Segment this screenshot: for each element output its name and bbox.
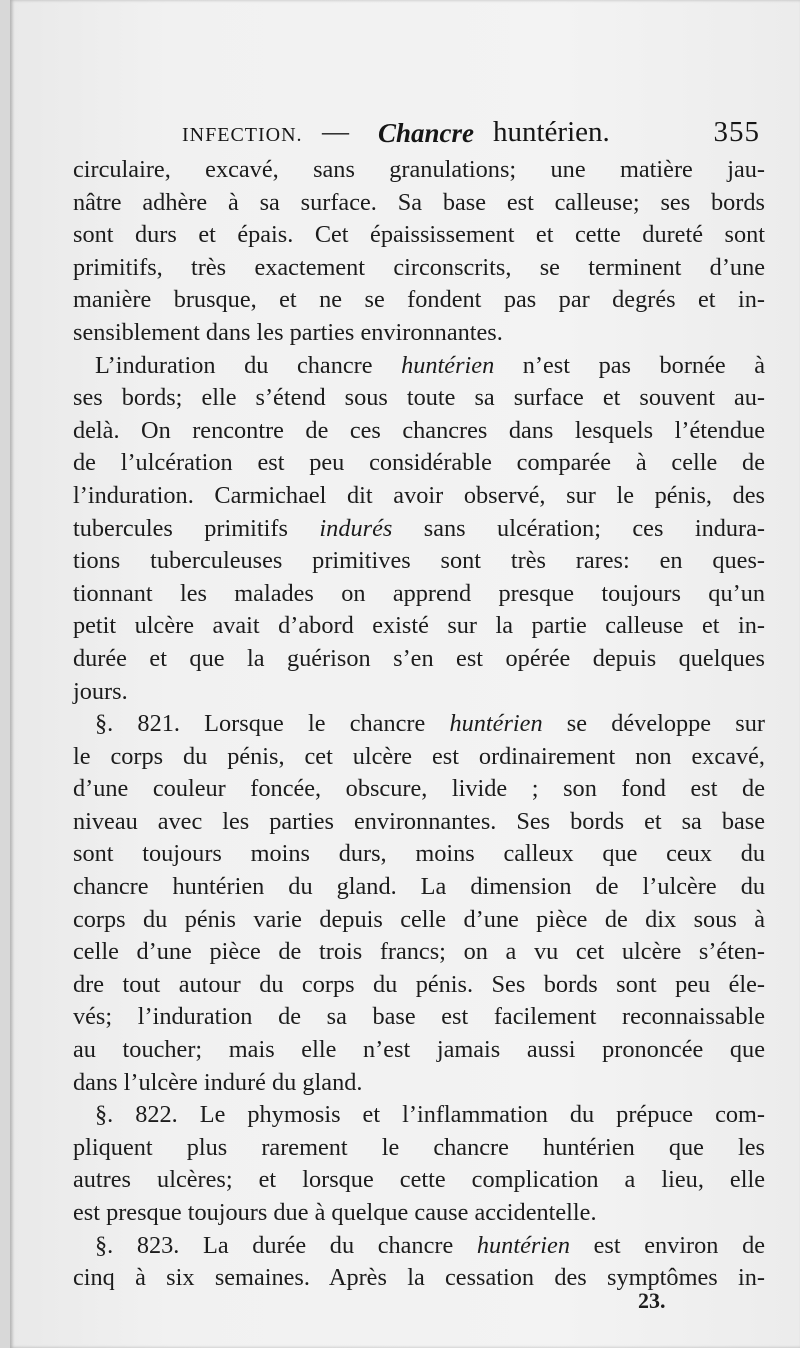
text-line xyxy=(73,708,765,741)
page-number: 355 xyxy=(713,116,760,148)
text-line: sensiblement dans les parties environnantes. xyxy=(73,318,503,346)
header-title-rest: huntérien. xyxy=(493,116,610,148)
text-line: dre tout autour du corps du pénis. Ses bords sont peu éle- xyxy=(73,970,765,998)
text-run: se développe sur xyxy=(542,710,765,738)
book-page xyxy=(10,0,800,1348)
text-line: sont durs et épais. Cet épaississement et cette dureté sont xyxy=(73,221,765,249)
text-line: jours. xyxy=(73,677,128,705)
text-run: tubercules primitifs xyxy=(73,514,320,542)
body-text xyxy=(73,154,765,1295)
binding-margin xyxy=(38,0,48,115)
text-line: au toucher; mais elle n’est jamais aussi prononcée que xyxy=(73,1036,765,1064)
text-line xyxy=(73,350,765,383)
italic-word: indurés xyxy=(319,514,393,542)
text-line: le corps du pénis, cet ulcère est ordinairement non excavé, xyxy=(73,742,765,770)
text-line: petit ulcère avait d’abord existé sur la partie calleuse et in- xyxy=(73,612,765,640)
text-run: L’induration du chancre xyxy=(95,351,402,379)
text-line: ses bords; elle s’étend sous toute sa surface et souvent au- xyxy=(73,384,765,412)
text-line: cinq à six semaines. Après la cessation des symptômes in- xyxy=(73,1264,765,1292)
italic-word: huntérien xyxy=(476,1231,570,1259)
signature-mark: 23. xyxy=(638,1288,666,1313)
text-line: est presque toujours due à quelque cause accidentelle. xyxy=(73,1199,597,1226)
text-line: d’une couleur foncée, obscure, livide ; son fond est de xyxy=(73,775,765,803)
text-line: tionnant les malades on apprend presque toujours qu’un xyxy=(73,579,765,607)
text-line: niveau avec les parties environnantes. Ses bords et sa base xyxy=(73,807,765,835)
running-header xyxy=(182,108,760,150)
text-line: nâtre adhère à sa surface. Sa base est calleuse; ses bords xyxy=(73,188,765,216)
text-line: de l’ulcération est peu considérable comparée à celle de xyxy=(73,449,765,477)
text-line: vés; l’induration de sa base est facilement reconnaissable xyxy=(73,1003,765,1031)
text-line: §. 822. Le phymosis et l’inflammation du prépuce com- xyxy=(95,1101,765,1129)
text-line: celle d’une pièce de trois francs; on a vu cet ulcère s’éten- xyxy=(73,938,765,966)
text-line: durée et que la guérison s’en est opérée depuis quelques xyxy=(73,644,765,672)
text-run: §. 821. Lorsque le chancre xyxy=(95,710,450,738)
text-line: chancre huntérien du gland. La dimension de l’ulcère du xyxy=(73,873,765,901)
text-line xyxy=(73,1230,765,1263)
header-title-italic: Chancre xyxy=(378,118,475,148)
text-line: dans l’ulcère induré du gland. xyxy=(73,1068,363,1096)
text-line: tions tuberculeuses primitives sont très rares: en ques- xyxy=(73,547,765,575)
text-run: sans ulcération; ces indura- xyxy=(392,514,766,542)
text-line: pliquent plus rarement le chancre huntérien que les xyxy=(73,1133,765,1161)
text-line: manière brusque, et ne se fondent pas par degrés et in- xyxy=(73,286,765,314)
text-line: primitifs, très exactement circonscrits, se terminent d’une xyxy=(73,253,765,281)
text-line: corps du pénis varie depuis celle d’une pièce de dix sous à xyxy=(73,905,765,933)
text-line: circulaire, excavé, sans granulations; une matière jau- xyxy=(73,156,765,183)
italic-word: huntérien xyxy=(449,710,543,738)
text-run: §. 823. La durée du chancre xyxy=(95,1231,477,1259)
text-run: n’est pas bornée à xyxy=(494,351,765,379)
text-line xyxy=(73,513,765,546)
italic-word: huntérien xyxy=(401,351,495,379)
header-dash: — xyxy=(322,116,349,146)
header-section: INFECTION. xyxy=(182,124,303,146)
text-line: sont toujours moins durs, moins calleux que ceux du xyxy=(73,840,765,868)
text-line: l’induration. Carmichael dit avoir observé, sur le pénis, des xyxy=(73,481,765,509)
text-line: delà. On rencontre de ces chancres dans lesquels l’étendue xyxy=(73,416,765,444)
text-line: autres ulcères; et lorsque cette complication a lieu, elle xyxy=(73,1166,765,1194)
text-run: est environ de xyxy=(570,1231,765,1259)
